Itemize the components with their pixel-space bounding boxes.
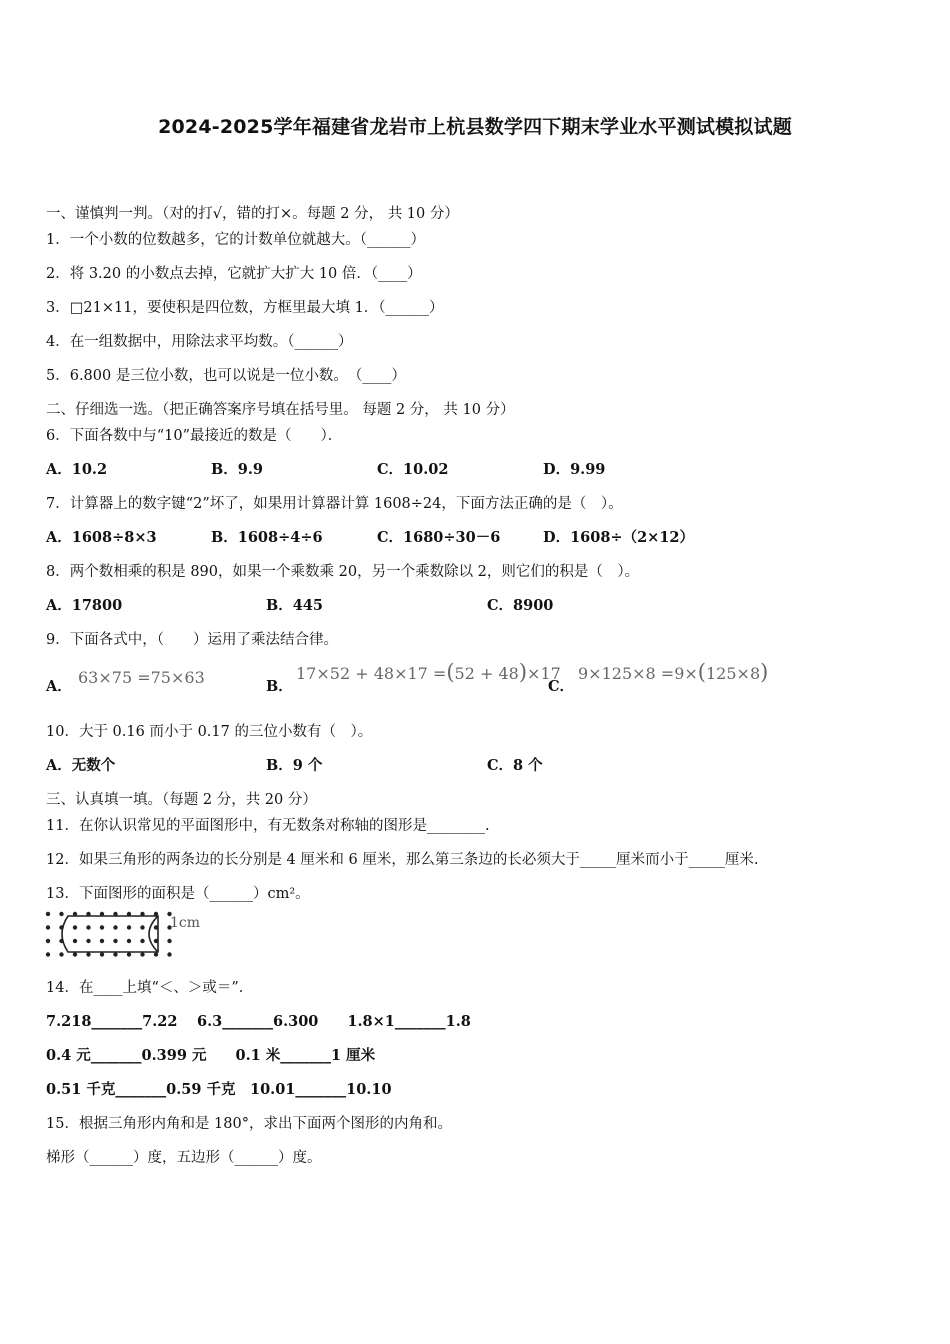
unit-label: 1cm bbox=[170, 915, 201, 931]
grid-dot bbox=[113, 925, 117, 929]
q10-option-a: A．无数个 bbox=[46, 757, 116, 774]
q7-option-a: A．1608÷8×3 bbox=[46, 529, 157, 546]
grid-dot bbox=[100, 952, 104, 956]
question-7: 7．计算器上的数字键“2”坏了，如果用计算器计算 1608÷24，下面方法正确的是（ ）。 bbox=[46, 496, 623, 512]
grid-dot bbox=[167, 952, 171, 956]
grid-dot bbox=[59, 952, 63, 956]
section-1-header: 一、谨慎判一判。（对的打√，错的打×。每题 2 分， 共 10 分） bbox=[46, 206, 459, 222]
q7-option-d: D．1608÷（2×12） bbox=[543, 529, 694, 546]
grid-dot bbox=[73, 925, 77, 929]
question-9: 9．下面各式中，（ ）运用了乘法结合律。 bbox=[46, 632, 338, 648]
q10-option-c: C．8 个 bbox=[487, 757, 543, 774]
grid-dot bbox=[127, 939, 131, 943]
grid-dot bbox=[167, 939, 171, 943]
question-3: 3．□21×11，要使积是四位数，方框里最大填 1．（______） bbox=[46, 300, 444, 316]
q7-option-b: B．1608÷4÷6 bbox=[211, 529, 323, 546]
q7-option-c: C．1680÷30－6 bbox=[377, 529, 501, 546]
grid-dot bbox=[59, 912, 63, 916]
grid-dot bbox=[154, 952, 158, 956]
dot-grid-figure bbox=[40, 906, 240, 964]
q9-option-b: B． bbox=[266, 678, 293, 695]
question-2: 2．将 3.20 的小数点去掉，它就扩大扩大 10 倍．（____） bbox=[46, 266, 422, 282]
question-13: 13．下面图形的面积是（______）cm²。 bbox=[46, 886, 310, 902]
q9-option-c: C． bbox=[548, 678, 575, 695]
question-10: 10．大于 0.16 而小于 0.17 的三位小数有（ ）。 bbox=[46, 724, 373, 740]
grid-dot bbox=[73, 939, 77, 943]
grid-dot bbox=[73, 952, 77, 956]
question-1: 1．一个小数的位数越多，它的计数单位就越大。（______） bbox=[46, 232, 425, 248]
grid-dot bbox=[86, 925, 90, 929]
grid-dot bbox=[86, 952, 90, 956]
grid-dot bbox=[140, 925, 144, 929]
grid-dot bbox=[46, 925, 50, 929]
question-6: 6．下面各数中与“10”最接近的数是（ ）． bbox=[46, 428, 343, 444]
q6-option-d: D．9.99 bbox=[543, 461, 606, 478]
grid-dot bbox=[86, 939, 90, 943]
q15-answer: 梯形（______）度，五边形（______）度。 bbox=[46, 1150, 322, 1166]
q10-option-b: B．9 个 bbox=[266, 757, 323, 774]
question-12: 12．如果三角形的两条边的长分别是 4 厘米和 6 厘米，那么第三条边的长必须大于_____厘米而小于_____厘米. bbox=[46, 852, 759, 868]
grid-dot bbox=[46, 939, 50, 943]
grid-dot bbox=[46, 952, 50, 956]
q9-expression-c: 9×125×8 =9×(125×8) bbox=[578, 660, 769, 684]
q9-expression-b: 17×52 + 48×17 =(52 + 48)×17 bbox=[296, 660, 561, 684]
grid-dot bbox=[113, 952, 117, 956]
question-4: 4．在一组数据中，用除法求平均数。（______） bbox=[46, 334, 353, 350]
q6-option-a: A．10.2 bbox=[46, 461, 108, 478]
page-title: 2024-2025学年福建省龙岩市上杭县数学四下期末学业水平测试模拟试题 bbox=[158, 116, 792, 138]
question-5: 5．6.800 是三位小数，也可以说是一位小数。 （____） bbox=[46, 368, 406, 384]
grid-dot bbox=[127, 952, 131, 956]
q8-option-a: A．17800 bbox=[46, 597, 123, 614]
grid-dot bbox=[113, 939, 117, 943]
grid-dot bbox=[46, 912, 50, 916]
q14-row-2: 0.4 元_______0.399 元 0.1 米_______1 厘米 bbox=[46, 1047, 376, 1064]
question-15: 15．根据三角形内角和是 180°，求出下面两个图形的内角和。 bbox=[46, 1116, 452, 1132]
question-14: 14．在____上填“＜、＞或＝”． bbox=[46, 980, 254, 996]
q8-option-b: B．445 bbox=[266, 597, 324, 614]
q14-row-1: 7.218_______7.22 6.3_______6.300 1.8×1_______1.8 bbox=[46, 1013, 471, 1030]
q6-option-b: B．9.9 bbox=[211, 461, 263, 478]
grid-dot bbox=[140, 939, 144, 943]
grid-dot bbox=[100, 925, 104, 929]
grid-dot bbox=[140, 952, 144, 956]
question-8: 8．两个数相乘的积是 890，如果一个乘数乘 20，另一个乘数除以 2，则它们的积是（ ）。 bbox=[46, 564, 640, 580]
q8-option-c: C．8900 bbox=[487, 597, 554, 614]
question-11: 11．在你认识常见的平面图形中，有无数条对称轴的图形是________. bbox=[46, 818, 490, 834]
section-3-header: 三、认真填一填。（每题 2 分，共 20 分） bbox=[46, 792, 317, 808]
q9-expression-a: 63×75 =75×63 bbox=[78, 668, 205, 687]
grid-dot bbox=[100, 939, 104, 943]
grid-dot bbox=[127, 925, 131, 929]
section-2-header: 二、仔细选一选。（把正确答案序号填在括号里。 每题 2 分， 共 10 分） bbox=[46, 402, 515, 418]
q6-option-c: C．10.02 bbox=[377, 461, 449, 478]
q9-option-a: A． bbox=[46, 678, 72, 695]
q14-row-3: 0.51 千克_______0.59 千克 10.01_______10.10 bbox=[46, 1081, 392, 1098]
